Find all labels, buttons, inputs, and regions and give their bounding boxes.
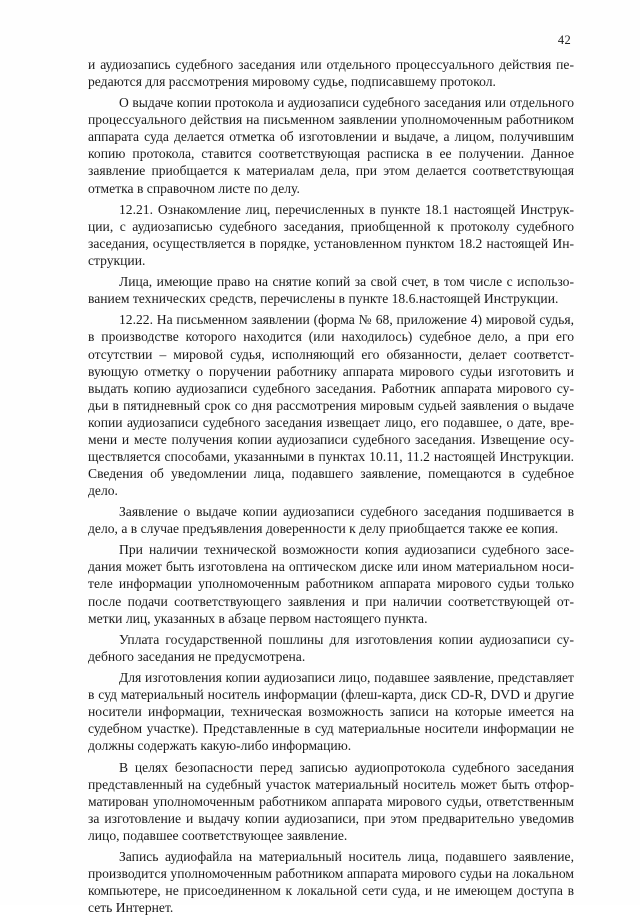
paragraph-12-22: 12.22. На письменном заявлении (форма № 68, приложение 4) мировой судья, в производстве которого находится (или находилось) судебное дело, а при его отсутствии – мировой судья, исполняющий его обязанности, делает соответствующую отметку о поручении работнику аппарата мирового судьи изготовить и выдать копию аудиозаписи судебного заседания. Работник аппарата мирового судьи в пятидневный срок со дня рассмотрения мировым судьей заявления о выдаче копии аудиозаписи судебного заседания извещает лицо, его подавшее, о дате, времени и месте получения копии аудиозаписи судебного заседания. Извещение осуществляется способами, указанными в пунктах 10.11, 11.2 настоящей Инструкции. Сведения об уведомлении лица, подавшего заявление, помещаются в судебное дело.	[88, 312, 574, 498]
page-number: 42	[557, 33, 571, 47]
paragraph-security-formatting: В целях безопасности перед записью аудиопротокола судебного заседания представленный на судебный участок материальный носитель может быть отформатирован уполномоченным работником аппарата мирового судьи, ответственным за изготовление и выдачу копии аудиозаписи, при этом предварительно уведомив лицо, подавшее соответствующее заявление.	[88, 759, 574, 843]
document-body	[88, 56, 574, 916]
paragraph-protocol-copy-issuance: О выдаче копии протокола и аудиозаписи судебного заседания или отдельного процессуального действия на письменном заявлении уполномоченным работником аппарата суда делается отметка об изготовлении и выдаче, а лицом, получившим копию протокола, ставится соответствующая расписка в ее получении. Данное заявление приобщается к материалам дела, при этом делается соответствующая отметка в справочном листе по делу.	[88, 95, 574, 196]
paragraph-application-filing: Заявление о выдаче копии аудиозаписи судебного заседания подшивается в дело, а в случае предъявления доверенности к делу приобщается также ее копия.	[88, 504, 574, 537]
paragraph-12-21: 12.21. Ознакомление лиц, перечисленных в пункте 18.1 настоящей Инструкции, с аудиозаписью судебного заседания, приобщенной к протоколу судебного заседания, осуществляется в порядке, установленном пунктом 18.2 настоящей Инструкции.	[88, 201, 574, 268]
paragraph-technical-possibility: При наличии технической возможности копия аудиозаписи судебного заседания может быть изготовлена на оптическом диске или ином материальном носителе информации уполномоченным работником аппарата мирового судьи только после подачи соответствующего заявления и при наличии соответствующей отметки лиц, указанных в абзаце первом настоящего пункта.	[88, 542, 574, 626]
paragraph-storage-medium: Для изготовления копии аудиозаписи лицо, подавшее заявление, представляет в суд материальный носитель информации (флеш-карта, диск CD-R, DVD и другие носители информации, техническая возможность записи на которые имеется на судебном участке). Представленные в суд материальные носители информации не должны содержать какую-либо информацию.	[88, 670, 574, 754]
paragraph-copy-rights: Лица, имеющие право на снятие копий за свой счет, в том числе с использованием технических средств, перечислены в пункте 18.6.настоящей Инструкции.	[88, 274, 574, 307]
paragraph-audio-file-recording: Запись аудиофайла на материальный носитель лица, подавшего заявление, производится уполномоченным работником аппарата мирового судьи на локальном компьютере, не присоединенном к локальной сети суда, и не имеющем доступа в сеть Интернет.	[88, 848, 574, 916]
paragraph-continuation: и аудиозапись судебного заседания или отдельного процессуального действия передаются для рассмотрения мировому судье, подписавшему протокол.	[88, 57, 574, 90]
paragraph-state-fee: Уплата государственной пошлины для изготовления копии аудиозаписи судебного заседания не предусмотрена.	[88, 631, 574, 664]
